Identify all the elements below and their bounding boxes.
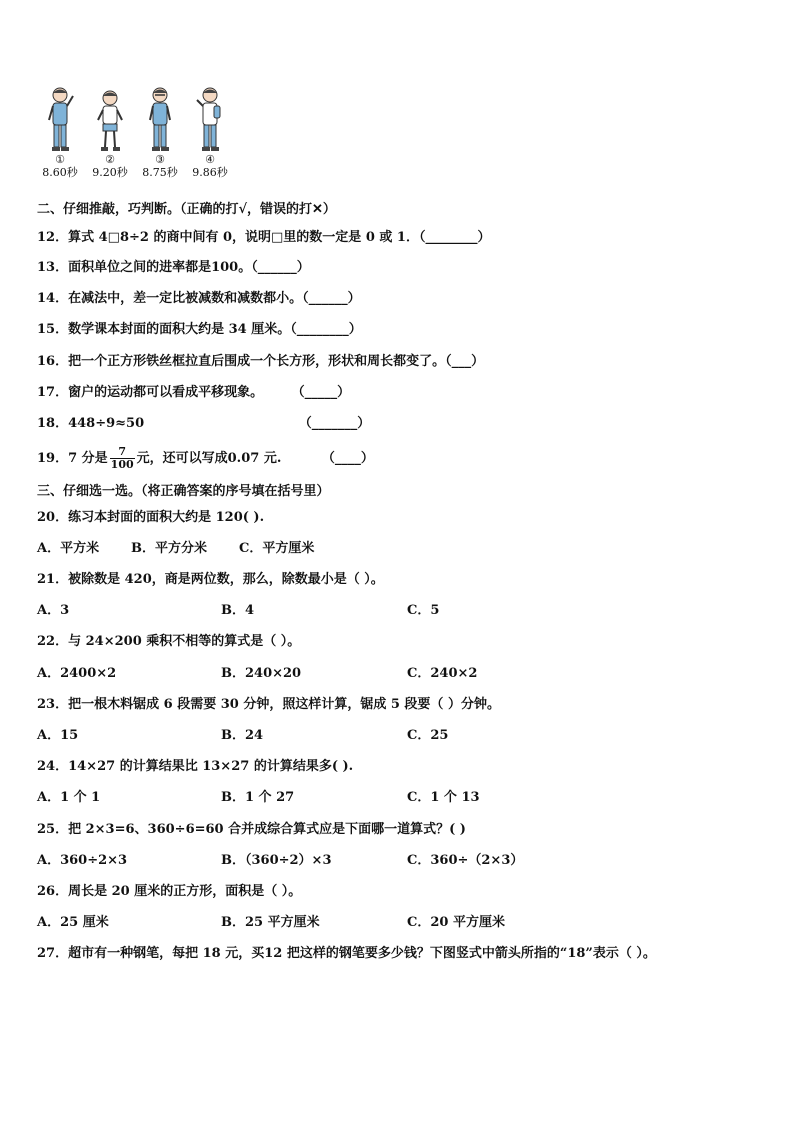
q24-option-a[interactable]: A．1 个 1 <box>37 790 101 805</box>
q25-option-a[interactable]: A．360÷2×3 <box>37 853 128 868</box>
q22-option-a[interactable]: A．2400×2 <box>37 666 117 681</box>
q23-option-c[interactable]: C．25 <box>407 728 449 743</box>
child-1-illustration <box>43 86 77 152</box>
q25-option-b[interactable]: B．（360÷2）×3 <box>221 853 332 868</box>
question-20-options <box>37 541 757 557</box>
child-4-illustration <box>193 86 227 152</box>
section2-heading: 二、仔细推敲，巧判断。（正确的打√，错误的打✕） <box>37 202 336 217</box>
question-17-text: 17．窗户的运动都可以看成平移现象。 <box>37 385 264 400</box>
question-15: 15．数学课本封面的面积大约是 34 厘米。（________） <box>37 322 362 337</box>
kid-2-time: 9.20秒 <box>92 166 128 179</box>
q25-option-c[interactable]: C．360÷（2×3） <box>407 853 524 868</box>
q21-option-c[interactable]: C．5 <box>407 603 440 618</box>
question-19-prefix: 19．7 分是 <box>37 451 108 466</box>
kid-1-number: ① <box>55 153 65 166</box>
question-26-options <box>37 915 757 931</box>
question-13: 13．面积单位之间的进率都是100。（______） <box>37 260 310 275</box>
question-19 <box>37 444 374 474</box>
kid-4-time: 9.86秒 <box>192 166 228 179</box>
kid-3 <box>140 86 180 186</box>
kid-1-time: 8.60秒 <box>42 166 78 179</box>
q21-option-b[interactable]: B．4 <box>221 603 255 618</box>
section3-heading: 三、仔细选一选。（将正确答案的序号填在括号里） <box>37 484 330 499</box>
kid-3-time: 8.75秒 <box>142 166 178 179</box>
q20-option-b[interactable]: B．平方分米 <box>131 541 207 556</box>
question-14: 14．在减法中，差一定比被减数和减数都小。（______） <box>37 291 361 306</box>
question-18 <box>37 416 370 432</box>
q26-option-c[interactable]: C．20 平方厘米 <box>407 915 505 930</box>
kid-2 <box>90 86 130 186</box>
child-2-illustration <box>93 86 127 152</box>
question-25-options <box>37 853 757 869</box>
q21-option-a[interactable]: A．3 <box>37 603 70 618</box>
q23-option-a[interactable]: A．15 <box>37 728 79 743</box>
kid-4-number: ④ <box>205 153 215 166</box>
question-12: 12．算式 4□8÷2 的商中间有 0，说明□里的数一定是 0 或 1．（________） <box>37 230 491 245</box>
q26-option-a[interactable]: A．25 厘米 <box>37 915 109 930</box>
question-27: 27．超市有一种钢笔，每把 18 元，买12 把这样的钢笔要多少钱？下图竖式中箭头所指的“18”表示（ ）。 <box>37 946 656 961</box>
q26-option-b[interactable]: B．25 平方厘米 <box>221 915 320 930</box>
fraction-denominator: 100 <box>110 458 134 471</box>
question-21-options <box>37 603 757 619</box>
question-24-options <box>37 790 757 806</box>
children-figure <box>40 86 230 186</box>
q24-option-c[interactable]: C．1 个 13 <box>407 790 480 805</box>
q20-option-c[interactable]: C．平方厘米 <box>239 541 315 556</box>
kid-2-number: ② <box>105 153 115 166</box>
question-19-suffix: 元，还可以写成0.07 元. <box>136 451 282 466</box>
question-26: 26．周长是 20 厘米的正方形，面积是（ ）。 <box>37 884 302 899</box>
question-20: 20．练习本封面的面积大约是 120( ). <box>37 510 265 525</box>
question-21: 21．被除数是 420，商是两位数，那么，除数最小是（ ）。 <box>37 572 384 587</box>
q20-option-a[interactable]: A．平方米 <box>37 541 100 556</box>
q22-option-c[interactable]: C．240×2 <box>407 666 478 681</box>
question-18-text: 18．448÷9≈50 <box>37 416 145 431</box>
question-18-blank[interactable]: （_______） <box>298 416 371 431</box>
question-17 <box>37 385 350 401</box>
question-23-options <box>37 728 757 744</box>
fraction-7-100 <box>110 446 135 471</box>
child-3-illustration <box>143 86 177 152</box>
question-19-blank[interactable]: （____） <box>321 451 374 466</box>
question-25: 25．把 2×3=6、360÷6=60 合并成综合算式应是下面哪一道算式？( ) <box>37 822 466 837</box>
question-16: 16．把一个正方形铁丝框拉直后围成一个长方形，形状和周长都变了。（___） <box>37 354 485 369</box>
question-22: 22．与 24×200 乘积不相等的算式是（ ）。 <box>37 634 301 649</box>
question-17-blank[interactable]: （_____） <box>291 385 351 400</box>
q24-option-b[interactable]: B．1 个 27 <box>221 790 295 805</box>
q23-option-b[interactable]: B．24 <box>221 728 264 743</box>
q22-option-b[interactable]: B．240×20 <box>221 666 302 681</box>
kid-4 <box>190 86 230 186</box>
question-22-options <box>37 666 757 682</box>
question-24: 24．14×27 的计算结果比 13×27 的计算结果多( ). <box>37 759 354 774</box>
kid-1 <box>40 86 80 186</box>
fraction-numerator: 7 <box>110 446 135 459</box>
kid-3-number: ③ <box>155 153 165 166</box>
question-23: 23．把一根木料锯成 6 段需要 30 分钟，照这样计算，锯成 5 段要（ ）分钟。 <box>37 697 500 712</box>
